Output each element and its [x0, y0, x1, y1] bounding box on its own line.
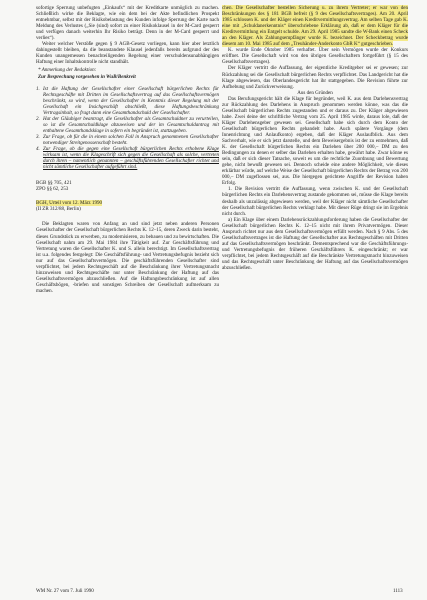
headnote-text: Ist die Haftung der Gesellschafter einer Gesellschaft bürgerlichen Rechts für Rechtsgeschäfte mit Dritten im Gesellschaftsvertrag auf das Gesellschaftsvermögen beschränkt, so wird, wenn der Gesellschafter in Kenntnis dieser Regelung mit der Gesellschaft ein Insichgeschäft abschließt, diese Haftungsbeschränkung Vertragsinhalt, so fragt dann eine Gesamthandschuld der Gesellschafter. [43, 85, 219, 116]
statute-zpo: ZPO §§ 62, 253 [36, 186, 69, 193]
paragraph: sofortige Sperrung unbefugten „Einkaufs“ mit der Kreditkarte unmöglich zu machen. Schließlich wirke die Beklagte, wie ein dem bei der Akte befindlichen Prospekt entnehmbar, selbst mit der Risikobelastung des Kunden infolge Sperrung der Karte nach Meldung des Verlustes („Sie (sind) sofort zu einer Risikoklausel in der M-Card gesperrt und verfügen danach weiterhin Ihr Risiko beträgt. Denn in der M-Card gesperrt und verlies“). [36, 5, 219, 42]
editor-note-subtitle: Zur Besprechung vorgesehen in WuB/Benkreit [38, 73, 136, 80]
headnote-text: Hat der Gläubiger beantragt, die Gesellschafter als Gesamtschuldner zu verurteilen, so ist die Gesamtschuldklage abzuweisen und der im Gesamtschuldantrag mit enthaltene Gesamthandsklage in sofern ein begründet ist, stattzugeben. [43, 115, 219, 134]
headnote-3 [36, 134, 219, 146]
statute-citations [36, 180, 219, 192]
paragraph: Weiter welcher Verstöße gegen § 9 AGB-Gesetz vorliegen, kann hier aber letztlich dahingestellt bleiben, da die beanstandete Klausel jedenfalls bereits aufgrund der des Kunden unangemessen benachteiligenden Regelung einer verschuldensunabhängigen Haftung einer Inhaltskontrolle nicht standhält. [36, 41, 219, 66]
court-decision-text: BGH, Urteil vom 12. März 1990 [36, 200, 103, 207]
footer-issue: WM Nr. 27 vom 7. Juli 1990 [36, 589, 94, 594]
editor-note-label: Anmerkung der Redaktion: [41, 67, 97, 74]
headnote-number: 4. [36, 146, 40, 153]
headnote-text: Zur Frage, ob für die in einem solchen Fall in Anspruch genommenen Gesellschafter notwendiger Streitgenossenschaft besteht. [43, 133, 219, 146]
headnote-4 [36, 146, 219, 170]
highlighted-text: chen. Die Gesellschafter bestellen Sicherung u. zu ihrem Vertreter; er war von den Beschränkungen des § 181 BGB befreit (§ 9 des Gesellschaftsvertrages). Am 20. April 1985 schlossen K. und der Kläger einen Kreditvermittlungsvertrag. Am selben Tage gab K. eine mit „Schuldanerkenntnis“ überschriebene Erklärung ab, daß er dem Kläger für die Kreditvermittlung ein Entgelt schulde. Am 29. April 1985 sandte die W-Bank einen Scheck an den Kläger. Als Zahlungsempfänger wurde K. bezeichnet. Der Scheckbetrag wurde diesem am 10. Mai 1985 auf dem „Treuhänder-Anderkonto GbR K“ gutgeschrieben. [222, 5, 408, 48]
right-column [222, 5, 408, 271]
editor-note-title: * Anmerkung der Redaktion: [38, 67, 97, 74]
headnote-number: 2. [36, 115, 40, 122]
section-heading: Aus den Gründen [297, 89, 333, 96]
headnote-2 [36, 116, 219, 134]
page-number: 1113 [393, 589, 403, 594]
paragraph: K. wurde Ende Oktober 1985 verhaftet. Über sein Vermögen wurde der Konkurs eröffnet. Die Gesellschaft wird von den übrigen Gesellschaftern fortgeführt (§ 15 des Gesellschaftsvertrages). [222, 47, 408, 66]
headnote-number: 3. [36, 133, 40, 140]
paragraph: a) Ein Klage über einem Darlehensrückzahlungsforderung haben die Gesellschafter der Gesellschaft bürgerlichen Rechts K. 12–15 nicht mit ihrem Privatvermögen. Dieser Anspruch richtet nur aus dem Gesellschaftsvermögen erfüllt werden. Nach § 9 Abs. 5 des Gesellschaftsvertrages ist die Haftung der Gesellschafter aus Rechtsgeschäften mit Dritten auf das Gesellschaftsvermögen beschränkt. Dementsprechend war die Geschäftsführungs- und Vertretungsbefugnis der früheren Geschäftsführers K. eingeschränkt; er war verpflichtet, bei jedem Rechtsgeschäft auf die Beschränkte Vertretungsmacht hinzuweisen und das Rechtsgeschäft unter Beschränkung der Haftung auf das Gesellschaftsvermögen abzuschließen. [222, 216, 408, 272]
paragraph: Das Berufungsgericht hält die Klage für begründet, weil K. aus dem Darlehensvertrag zur Rückzahlung des Darlehens in Anspruch genommen werden könne, was das die Gesellschaft bürgerlichen Rechts zugestanden und er daraus zu. Der Kläger abgewiesen habe. Zwei deine der schriftliche Vertrag vom 25. April 1985 wirde, daraus lole, daß der Kläger Darlehensgeber gewesen sei. Gesellschaft habe sich durch dem Konto der Gesellschaft bürgerlichen Rechts gehandelt habe. Auch spätere Vorgänge (dem Innenrichtung und Anlaufkonto) ergeben, daß der Kläger Auslaufblick. Aus dem Sachverhalt, wie er sich jetzt darstelle, und dem Beweisergebnis ist der zu entnehmen, daß K. der Gesellschaft bürgerlichen Rechts ein Darlehen über 200 000,– DM zu den Bedingungen zu denen er selber das Darlehen erhalten habe, gewährt habe. Zwar könne es sein, daß er sich dieser Tatsache, soweit es um die rechtliche Zuordnung und Bewertung gehe, nicht bewußt gewesen sei. Dennoch scheide eine andere Möglichkeit, wie dieses erklärbar würde, auf welche Weise der Gesellschaft bürgerlichen Rechts der Betrag von 200 000,– DM zugeflossen sei, aus. Die hiergegen gerichtete Angriffe der Revision haben Erfolg. [222, 95, 408, 187]
paragraph [222, 5, 408, 47]
court-citation [36, 200, 219, 212]
headnote-1 [36, 86, 219, 116]
court-case-number: (II ZR 312/88, Berlin) [36, 206, 81, 213]
paragraph: Der Kläger vertritt die Auffassung, der eigentliche Kreditgeber sei er gewesen; zur Rückzahlung sei die Gesellschaft bürgerlichen Rechts verpflichtet. Das Landgericht hat die Klage abgewiesen, das Oberlandesgericht hat ihr stattgegeben. Die Revision führte zur Aufhebung und Zurückverweisung. [222, 65, 408, 90]
statute-bgb: BGB §§ 705, 421 [36, 180, 72, 187]
paragraph: Die Beklagten waren von Anfang an und sind jetzt neben anderen Personen Gesellschafter der Gesellschaft bürgerlichen Rechts K. 12–15, deren Zweck darin besteht, dieses Grundstück zu erwerben, zu modernisieren, zu bebauen und zu bewirtschaften. Die Gesellschaft nahm am 29. Mai 1984 ihre Tätigkeit auf. Zur Geschäftsführung und Vertretung waren die Gesellschafter K. und S. allein berechtigt. Im Gesellschaftsvertrag ist u.a. folgendes festgelegt: Die Geschäftsführung- und Vertretungsbefugnis bezieht sich nur auf das Gesellschaftsvermögen. Die geschäftsführenden Gesellschafter sind verpflichtet, bei jedem Rechtsgeschäft auf die Beschränkung ihrer Vertretungsmacht hinzuweisen und Rechtsgeschäfte nur unter Beschränkung der Haftung auf das Gesellschaftsvermögen abzuschließen. Auf die Haftungsbeschränkung ist auf allen Geschäftsbögen, -briefen und sonstigen Schreiben der Gesellschaft aufmerksam zu machen. [36, 221, 219, 294]
paragraph: 1. Die Revision vertritt die Auffassung, wenn zwischen K. und der Gesellschaft bürgerlichen Rechts ein Darlehensvertrag zustande gekommen sei, müsse die Klage bereits deshalb als unzulässig abgewiesen werden, weil der Kläger nicht sämtliche Gesellschafter der Gesellschaft bürgerlichen Rechts verklagt habe. Mit dieser Rüge dringt sie im Ergebnis nicht durch. [222, 186, 408, 217]
headnote-text: Zur Frage, ob die gegen eine Gesellschaft bürgerlichen Rechts erhobene Klage wirksam ist, wenn die Klageschrift sich gegen die Gesellschaft als solche, vertreten durch ihren – namentlich genannten – geschäftsführenden Gesellschafter richtet und nicht sämtliche Gesellschafter aufgeführt sind. [43, 146, 219, 171]
left-column [36, 5, 219, 294]
headnote-number: 1. [36, 85, 40, 92]
